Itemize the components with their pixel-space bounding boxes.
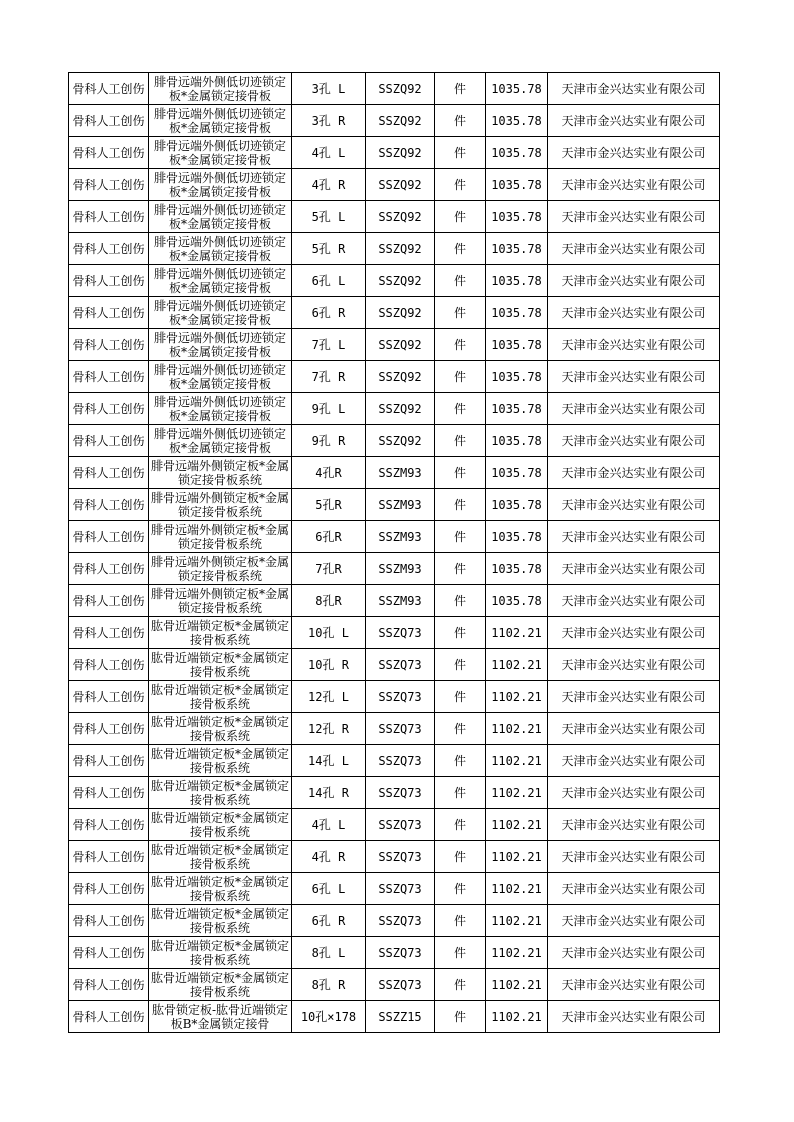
company-cell: 天津市金兴达实业有限公司 [548,745,720,777]
spec-cell: 10孔 R [292,649,366,681]
unit-cell: 件 [435,201,486,233]
unit-cell: 件 [435,585,486,617]
company-cell: 天津市金兴达实业有限公司 [548,649,720,681]
category-cell: 骨科人工创伤 [69,713,149,745]
table-row [69,425,720,457]
unit-cell: 件 [435,745,486,777]
spec-cell: 8孔R [292,585,366,617]
table-row [69,649,720,681]
price-cell: 1102.21 [486,841,548,873]
product-name-cell: 腓骨远端外侧锁定板*金属锁定接骨板系统 [149,457,292,489]
model-cell: SSZQ73 [366,681,435,713]
product-name-cell: 肱骨近端锁定板*金属锁定接骨板系统 [149,617,292,649]
company-cell: 天津市金兴达实业有限公司 [548,1001,720,1033]
table-row [69,233,720,265]
unit-cell: 件 [435,553,486,585]
table-row [69,457,720,489]
price-cell: 1102.21 [486,681,548,713]
product-name-cell: 肱骨近端锁定板*金属锁定接骨板系统 [149,841,292,873]
unit-cell: 件 [435,937,486,969]
spec-cell: 8孔 L [292,937,366,969]
price-cell: 1035.78 [486,553,548,585]
spec-cell: 4孔 R [292,841,366,873]
unit-cell: 件 [435,233,486,265]
spec-cell: 12孔 R [292,713,366,745]
price-cell: 1035.78 [486,233,548,265]
model-cell: SSZQ73 [366,937,435,969]
category-cell: 骨科人工创伤 [69,777,149,809]
category-cell: 骨科人工创伤 [69,521,149,553]
model-cell: SSZM93 [366,457,435,489]
category-cell: 骨科人工创伤 [69,809,149,841]
company-cell: 天津市金兴达实业有限公司 [548,393,720,425]
table-row [69,521,720,553]
unit-cell: 件 [435,905,486,937]
product-name-cell: 腓骨远端外侧低切迹锁定板*金属锁定接骨板 [149,73,292,105]
company-cell: 天津市金兴达实业有限公司 [548,905,720,937]
product-name-cell: 肱骨近端锁定板*金属锁定接骨板系统 [149,905,292,937]
model-cell: SSZQ92 [366,169,435,201]
spec-cell: 6孔 L [292,873,366,905]
category-cell: 骨科人工创伤 [69,169,149,201]
table-row [69,681,720,713]
unit-cell: 件 [435,969,486,1001]
spec-cell: 9孔 R [292,425,366,457]
model-cell: SSZQ73 [366,841,435,873]
table-row [69,393,720,425]
price-cell: 1035.78 [486,265,548,297]
spec-cell: 6孔R [292,521,366,553]
price-cell: 1035.78 [486,73,548,105]
product-name-cell: 腓骨远端外侧锁定板*金属锁定接骨板系统 [149,553,292,585]
unit-cell: 件 [435,681,486,713]
table-row [69,169,720,201]
unit-cell: 件 [435,617,486,649]
product-name-cell: 肱骨近端锁定板*金属锁定接骨板系统 [149,745,292,777]
product-name-cell: 腓骨远端外侧低切迹锁定板*金属锁定接骨板 [149,201,292,233]
price-cell: 1102.21 [486,969,548,1001]
company-cell: 天津市金兴达实业有限公司 [548,361,720,393]
category-cell: 骨科人工创伤 [69,393,149,425]
product-name-cell: 腓骨远端外侧低切迹锁定板*金属锁定接骨板 [149,329,292,361]
company-cell: 天津市金兴达实业有限公司 [548,169,720,201]
model-cell: SSZQ73 [366,617,435,649]
category-cell: 骨科人工创伤 [69,681,149,713]
spec-cell: 6孔 R [292,297,366,329]
model-cell: SSZQ92 [366,329,435,361]
company-cell: 天津市金兴达实业有限公司 [548,681,720,713]
category-cell: 骨科人工创伤 [69,649,149,681]
unit-cell: 件 [435,649,486,681]
model-cell: SSZQ92 [366,297,435,329]
spec-cell: 7孔 R [292,361,366,393]
price-table [68,72,720,1033]
model-cell: SSZQ92 [366,265,435,297]
company-cell: 天津市金兴达实业有限公司 [548,585,720,617]
model-cell: SSZM93 [366,585,435,617]
table-row [69,809,720,841]
spec-cell: 6孔 R [292,905,366,937]
product-name-cell: 肱骨近端锁定板*金属锁定接骨板系统 [149,681,292,713]
unit-cell: 件 [435,457,486,489]
company-cell: 天津市金兴达实业有限公司 [548,329,720,361]
model-cell: SSZQ73 [366,873,435,905]
table-row [69,329,720,361]
table-row [69,265,720,297]
price-cell: 1035.78 [486,489,548,521]
category-cell: 骨科人工创伤 [69,329,149,361]
spec-cell: 3孔 L [292,73,366,105]
table-row [69,105,720,137]
model-cell: SSZM93 [366,521,435,553]
table-row [69,841,720,873]
model-cell: SSZM93 [366,489,435,521]
unit-cell: 件 [435,297,486,329]
price-cell: 1035.78 [486,585,548,617]
price-cell: 1102.21 [486,745,548,777]
spec-cell: 12孔 L [292,681,366,713]
category-cell: 骨科人工创伤 [69,873,149,905]
model-cell: SSZQ73 [366,745,435,777]
table-row [69,297,720,329]
price-cell: 1102.21 [486,713,548,745]
company-cell: 天津市金兴达实业有限公司 [548,105,720,137]
spec-cell: 9孔 L [292,393,366,425]
model-cell: SSZQ73 [366,777,435,809]
model-cell: SSZQ73 [366,905,435,937]
price-cell: 1035.78 [486,361,548,393]
price-cell: 1035.78 [486,521,548,553]
product-name-cell: 肱骨近端锁定板*金属锁定接骨板系统 [149,713,292,745]
company-cell: 天津市金兴达实业有限公司 [548,137,720,169]
company-cell: 天津市金兴达实业有限公司 [548,425,720,457]
table-row [69,713,720,745]
spec-cell: 5孔 L [292,201,366,233]
unit-cell: 件 [435,841,486,873]
table-row [69,777,720,809]
company-cell: 天津市金兴达实业有限公司 [548,937,720,969]
unit-cell: 件 [435,169,486,201]
table-row [69,201,720,233]
category-cell: 骨科人工创伤 [69,489,149,521]
unit-cell: 件 [435,393,486,425]
company-cell: 天津市金兴达实业有限公司 [548,457,720,489]
model-cell: SSZQ92 [366,425,435,457]
spec-cell: 3孔 R [292,105,366,137]
table-row [69,361,720,393]
unit-cell: 件 [435,873,486,905]
product-name-cell: 腓骨远端外侧低切迹锁定板*金属锁定接骨板 [149,265,292,297]
company-cell: 天津市金兴达实业有限公司 [548,969,720,1001]
spec-cell: 4孔 L [292,809,366,841]
unit-cell: 件 [435,137,486,169]
spec-cell: 4孔 L [292,137,366,169]
table-row [69,1001,720,1033]
product-name-cell: 肱骨近端锁定板*金属锁定接骨板系统 [149,649,292,681]
company-cell: 天津市金兴达实业有限公司 [548,297,720,329]
product-name-cell: 腓骨远端外侧低切迹锁定板*金属锁定接骨板 [149,105,292,137]
price-cell: 1035.78 [486,169,548,201]
price-cell: 1035.78 [486,329,548,361]
product-name-cell: 腓骨远端外侧低切迹锁定板*金属锁定接骨板 [149,393,292,425]
category-cell: 骨科人工创伤 [69,137,149,169]
spec-cell: 6孔 L [292,265,366,297]
product-name-cell: 肱骨近端锁定板*金属锁定接骨板系统 [149,937,292,969]
category-cell: 骨科人工创伤 [69,361,149,393]
model-cell: SSZQ73 [366,649,435,681]
model-cell: SSZQ73 [366,713,435,745]
model-cell: SSZM93 [366,553,435,585]
product-name-cell: 腓骨远端外侧低切迹锁定板*金属锁定接骨板 [149,137,292,169]
price-cell: 1035.78 [486,105,548,137]
spec-cell: 10孔 L [292,617,366,649]
price-cell: 1035.78 [486,425,548,457]
category-cell: 骨科人工创伤 [69,233,149,265]
product-name-cell: 腓骨远端外侧低切迹锁定板*金属锁定接骨板 [149,169,292,201]
spec-cell: 14孔 R [292,777,366,809]
table-row [69,617,720,649]
unit-cell: 件 [435,809,486,841]
unit-cell: 件 [435,105,486,137]
company-cell: 天津市金兴达实业有限公司 [548,553,720,585]
table-row [69,873,720,905]
product-name-cell: 肱骨近端锁定板*金属锁定接骨板系统 [149,873,292,905]
table-row [69,969,720,1001]
unit-cell: 件 [435,361,486,393]
product-name-cell: 肱骨近端锁定板*金属锁定接骨板系统 [149,777,292,809]
price-cell: 1102.21 [486,937,548,969]
category-cell: 骨科人工创伤 [69,297,149,329]
unit-cell: 件 [435,1001,486,1033]
product-name-cell: 腓骨远端外侧锁定板*金属锁定接骨板系统 [149,585,292,617]
spec-cell: 14孔 L [292,745,366,777]
table-row [69,137,720,169]
category-cell: 骨科人工创伤 [69,457,149,489]
model-cell: SSZQ92 [366,201,435,233]
table-row [69,585,720,617]
price-cell: 1035.78 [486,297,548,329]
company-cell: 天津市金兴达实业有限公司 [548,873,720,905]
category-cell: 骨科人工创伤 [69,1001,149,1033]
category-cell: 骨科人工创伤 [69,905,149,937]
spec-cell: 5孔 R [292,233,366,265]
category-cell: 骨科人工创伤 [69,585,149,617]
price-cell: 1102.21 [486,905,548,937]
company-cell: 天津市金兴达实业有限公司 [548,617,720,649]
price-cell: 1035.78 [486,393,548,425]
spec-cell: 4孔 R [292,169,366,201]
company-cell: 天津市金兴达实业有限公司 [548,809,720,841]
model-cell: SSZQ92 [366,105,435,137]
table-body [69,73,720,1033]
unit-cell: 件 [435,73,486,105]
category-cell: 骨科人工创伤 [69,105,149,137]
company-cell: 天津市金兴达实业有限公司 [548,73,720,105]
table-row [69,553,720,585]
category-cell: 骨科人工创伤 [69,265,149,297]
category-cell: 骨科人工创伤 [69,425,149,457]
price-cell: 1102.21 [486,873,548,905]
unit-cell: 件 [435,713,486,745]
product-name-cell: 腓骨远端外侧锁定板*金属锁定接骨板系统 [149,521,292,553]
spec-cell: 4孔R [292,457,366,489]
price-cell: 1035.78 [486,457,548,489]
unit-cell: 件 [435,329,486,361]
table-row [69,73,720,105]
company-cell: 天津市金兴达实业有限公司 [548,713,720,745]
table-row [69,937,720,969]
model-cell: SSZQ92 [366,73,435,105]
spec-cell: 7孔R [292,553,366,585]
model-cell: SSZQ92 [366,393,435,425]
unit-cell: 件 [435,489,486,521]
category-cell: 骨科人工创伤 [69,617,149,649]
unit-cell: 件 [435,777,486,809]
model-cell: SSZQ92 [366,361,435,393]
category-cell: 骨科人工创伤 [69,841,149,873]
price-cell: 1102.21 [486,809,548,841]
price-cell: 1102.21 [486,1001,548,1033]
price-cell: 1102.21 [486,617,548,649]
unit-cell: 件 [435,265,486,297]
category-cell: 骨科人工创伤 [69,553,149,585]
price-cell: 1035.78 [486,201,548,233]
category-cell: 骨科人工创伤 [69,201,149,233]
product-name-cell: 肱骨锁定板-肱骨近端锁定板B*金属锁定接骨 [149,1001,292,1033]
company-cell: 天津市金兴达实业有限公司 [548,841,720,873]
product-name-cell: 腓骨远端外侧低切迹锁定板*金属锁定接骨板 [149,233,292,265]
table-row [69,489,720,521]
company-cell: 天津市金兴达实业有限公司 [548,489,720,521]
spec-cell: 7孔 L [292,329,366,361]
company-cell: 天津市金兴达实业有限公司 [548,233,720,265]
unit-cell: 件 [435,521,486,553]
company-cell: 天津市金兴达实业有限公司 [548,521,720,553]
category-cell: 骨科人工创伤 [69,969,149,1001]
price-cell: 1102.21 [486,649,548,681]
table-row [69,905,720,937]
product-name-cell: 腓骨远端外侧低切迹锁定板*金属锁定接骨板 [149,425,292,457]
spec-cell: 5孔R [292,489,366,521]
price-cell: 1035.78 [486,137,548,169]
company-cell: 天津市金兴达实业有限公司 [548,777,720,809]
company-cell: 天津市金兴达实业有限公司 [548,265,720,297]
model-cell: SSZZ15 [366,1001,435,1033]
model-cell: SSZQ73 [366,969,435,1001]
spec-cell: 10孔×178 [292,1001,366,1033]
model-cell: SSZQ73 [366,809,435,841]
category-cell: 骨科人工创伤 [69,937,149,969]
model-cell: SSZQ92 [366,233,435,265]
product-name-cell: 腓骨远端外侧锁定板*金属锁定接骨板系统 [149,489,292,521]
table-row [69,745,720,777]
product-name-cell: 肱骨近端锁定板*金属锁定接骨板系统 [149,969,292,1001]
product-name-cell: 腓骨远端外侧低切迹锁定板*金属锁定接骨板 [149,297,292,329]
category-cell: 骨科人工创伤 [69,73,149,105]
category-cell: 骨科人工创伤 [69,745,149,777]
unit-cell: 件 [435,425,486,457]
product-name-cell: 肱骨近端锁定板*金属锁定接骨板系统 [149,809,292,841]
model-cell: SSZQ92 [366,137,435,169]
company-cell: 天津市金兴达实业有限公司 [548,201,720,233]
spec-cell: 8孔 R [292,969,366,1001]
product-name-cell: 腓骨远端外侧低切迹锁定板*金属锁定接骨板 [149,361,292,393]
price-cell: 1102.21 [486,777,548,809]
